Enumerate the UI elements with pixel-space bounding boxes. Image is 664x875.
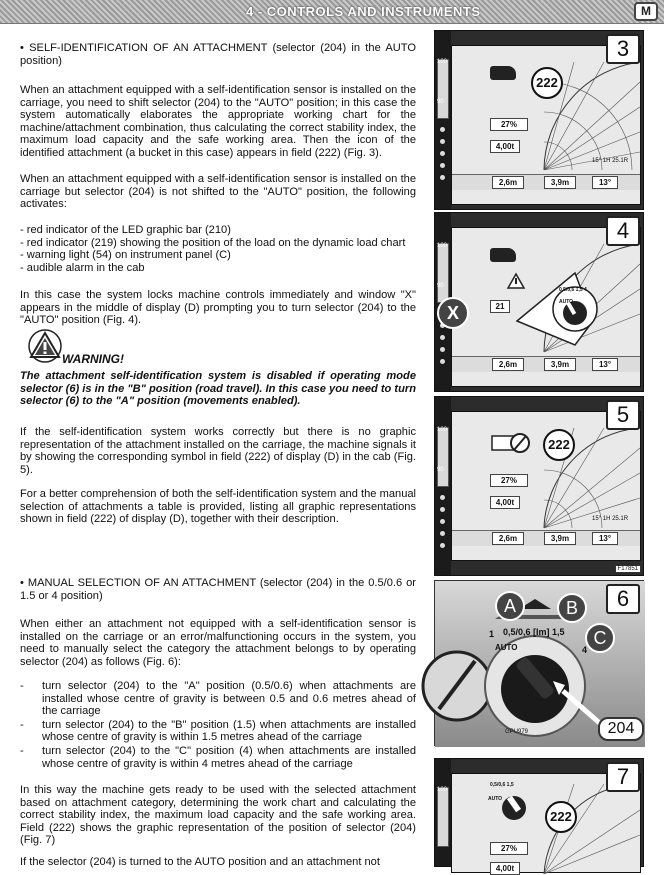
brand-logo-icon: M: [634, 2, 658, 21]
selector-scale: 0,5/0,6 1,5: [490, 782, 514, 788]
auto-label: AUTO: [495, 643, 518, 652]
list-item: - turn selector (204) to the "C" position (4) when attachments are installed whose centre of gravity is within 4 metres ahead of the carriage: [20, 745, 416, 770]
bottom-readout-row: [452, 530, 640, 546]
s2-list: [20, 680, 416, 771]
stability-percent: 27%: [490, 118, 528, 131]
bucket-attachment-icon: [490, 248, 516, 262]
selector-204-label: 204: [598, 717, 644, 741]
stability-percent: 27%: [490, 474, 528, 487]
alert-triangle-icon: [507, 273, 525, 289]
figure-number: 4: [606, 216, 640, 246]
angle-readout: 15° 1H 25.1R: [592, 158, 629, 164]
auto-label: AUTO: [488, 796, 503, 802]
bar-label-mid: 90: [437, 283, 444, 289]
list-item: - audible alarm in the cab: [20, 261, 145, 274]
angle-value: 13°: [592, 176, 618, 189]
list-item: - turn selector (204) to the "A" position (0.5/0.6) when attachments are installed whose centre of gravity is between 0.5 and 0.6 metres ahead of the carriage: [20, 680, 416, 718]
stability-percent: 27%: [490, 842, 528, 855]
angle-value: 13°: [592, 358, 618, 371]
figure-7: [434, 758, 644, 873]
figure-5: [434, 396, 644, 576]
bar-label-mid: 90: [437, 99, 444, 105]
page-title: 4 - CONTROLS AND INSTRUMENTS: [246, 4, 481, 19]
position-c-marker: C: [585, 623, 615, 653]
warning-text: The attachment self-identification system is disabled if operating mode selector (6) is in the "B" position (road travel). In this case you need to turn selector (6) to the "A" position (movements enabled).: [20, 370, 416, 408]
reach-value: 2,6m: [492, 532, 524, 545]
s2-paragraph-2: In this way the machine gets ready to be used with the selected attachment based on attachment category, determining the work chart and calculating the correct stability index, the maximum load capacity and the safe working area. Field (222) shows the graphic representation of the position of selector (204) (Fig. 7): [20, 784, 416, 847]
auto-label: AUTO: [559, 299, 574, 305]
load-value: 4,00t: [490, 496, 520, 509]
position-b-marker: B: [557, 593, 587, 623]
led-strip: [435, 31, 451, 209]
reach-value: 2,6m: [492, 358, 524, 371]
warning-triangle-icon: [26, 328, 64, 362]
field-222-badge: 222: [531, 67, 563, 99]
s1-paragraph-4: If the self-identification system works correctly but there is no graphic representation of the attachment installed on the carriage, the machine signals it by showing the corresponding symbol in field (222) of display (D) in the cab (Fig. 5).: [20, 426, 416, 476]
load-value: 4,00t: [490, 862, 520, 875]
angle-value: 13°: [592, 532, 618, 545]
s2-paragraph-1: When either an attachment not equipped with a self-identification sensor is installed on the carriage or an error/malfunctioning occurs in the system, you need to manually select the category the attachment belongs to by operating selector (204) as follows (Fig. 6):: [20, 618, 416, 668]
position-1-label: 1: [489, 629, 495, 639]
figure-3: [434, 30, 644, 210]
height-value: 3,9m: [544, 176, 576, 189]
bottom-readout-row: [452, 356, 640, 372]
position-4-label: 4: [582, 645, 588, 655]
reach-value: 2,6m: [492, 176, 524, 189]
s1-paragraph-3: In this case the system locks machine controls immediately and window "X" appears in the middle of display (D) prompting you to turn selector (204) to the "AUTO" position (Fig. 4).: [20, 289, 416, 327]
window-x-marker: X: [437, 297, 469, 329]
missing-attachment-icon: [490, 430, 530, 456]
field-222-badge: 222: [543, 429, 575, 461]
selector-scale: 0,5/0,6 [Im] 1,5: [503, 627, 565, 637]
list-item: - turn selector (204) to the "B" position (1.5) when attachments are installed whose centre of gravity is within 1.5 metres ahead of the carriage: [20, 719, 416, 744]
load-value: 4,00t: [490, 140, 520, 153]
figure-4: [434, 212, 644, 392]
led-strip: [435, 759, 451, 866]
bottom-readout-row: [452, 174, 640, 190]
bucket-attachment-icon: [490, 66, 516, 80]
s1-paragraph-2: When an attachment equipped with a self-identification sensor is installed on the carriage but selector (204) is not shifted to the "AUTO" position, the following activates:: [20, 173, 416, 211]
s1-list: [20, 224, 416, 274]
led-graphic-bar: [437, 59, 449, 119]
bar-label-top: 100: [437, 427, 448, 433]
bar-label-top: 100: [437, 243, 448, 249]
s2-heading: • MANUAL SELECTION OF AN ATTACHMENT (selector (204) in the 0.5/0.6 or 1.5 or 4 position): [20, 577, 416, 602]
figure-number: 3: [606, 34, 640, 64]
height-value: 3,9m: [544, 532, 576, 545]
figure-number: 7: [606, 762, 640, 792]
page-header: [0, 0, 664, 24]
led-strip: [435, 397, 451, 575]
warning-title: WARNING!: [62, 352, 124, 366]
s2-paragraph-3: If the selector (204) is turned to the AUTO position and an attachment not: [20, 856, 380, 868]
s1-heading: • SELF-IDENTIFICATION OF AN ATTACHMENT (selector (204) in the AUTO position): [20, 42, 416, 67]
figure-code: F17851: [615, 565, 641, 573]
figure-code: GPU979: [505, 729, 529, 735]
figure-number: 6: [606, 584, 640, 614]
height-value: 3,9m: [544, 358, 576, 371]
figure-number: 5: [606, 400, 640, 430]
angle-readout: 15° 1H 25.1R: [592, 516, 629, 522]
selector-position-icon: [488, 782, 540, 822]
s1-paragraph-1: When an attachment equipped with a self-identification sensor is installed on the carriage, you need to shift selector (204) to the "AUTO" position; in this case the system automatically elaborates the appropriate working chart for the machine/attachment combination, thus calculating the correct stability index, the maximum load capacity and the safe working area. Then the icon of the identified attachment (a bucket in this case) appears in field (222) (Fig. 3).: [20, 84, 416, 159]
led-graphic-bar: [437, 427, 449, 487]
field-222-badge: 222: [545, 801, 577, 833]
bar-label-mid: 90: [437, 467, 444, 473]
stability-percent: 21: [490, 300, 510, 313]
s1-paragraph-5: For a better comprehension of both the self-identification system and the manual selection of attachments a table is provided, listing all graphic representations shown in field (222) of display (D), together with their description.: [20, 488, 416, 526]
list-item: - red indicator (219) showing the position of the load on the dynamic load chart: [20, 236, 406, 249]
bar-label-top: 100: [437, 787, 448, 793]
selector-scale: 0,5/0,6 1,5 4: [559, 287, 587, 293]
led-graphic-bar: [437, 787, 449, 847]
list-item: - red indicator of the LED graphic bar (210): [20, 224, 231, 236]
load-chart-grid: [544, 52, 640, 170]
bar-label-top: 100: [437, 59, 448, 65]
led-graphic-bar: [437, 243, 449, 303]
position-a-marker: A: [495, 591, 525, 621]
list-item: - warning light (54) on instrument panel (C): [20, 249, 231, 262]
